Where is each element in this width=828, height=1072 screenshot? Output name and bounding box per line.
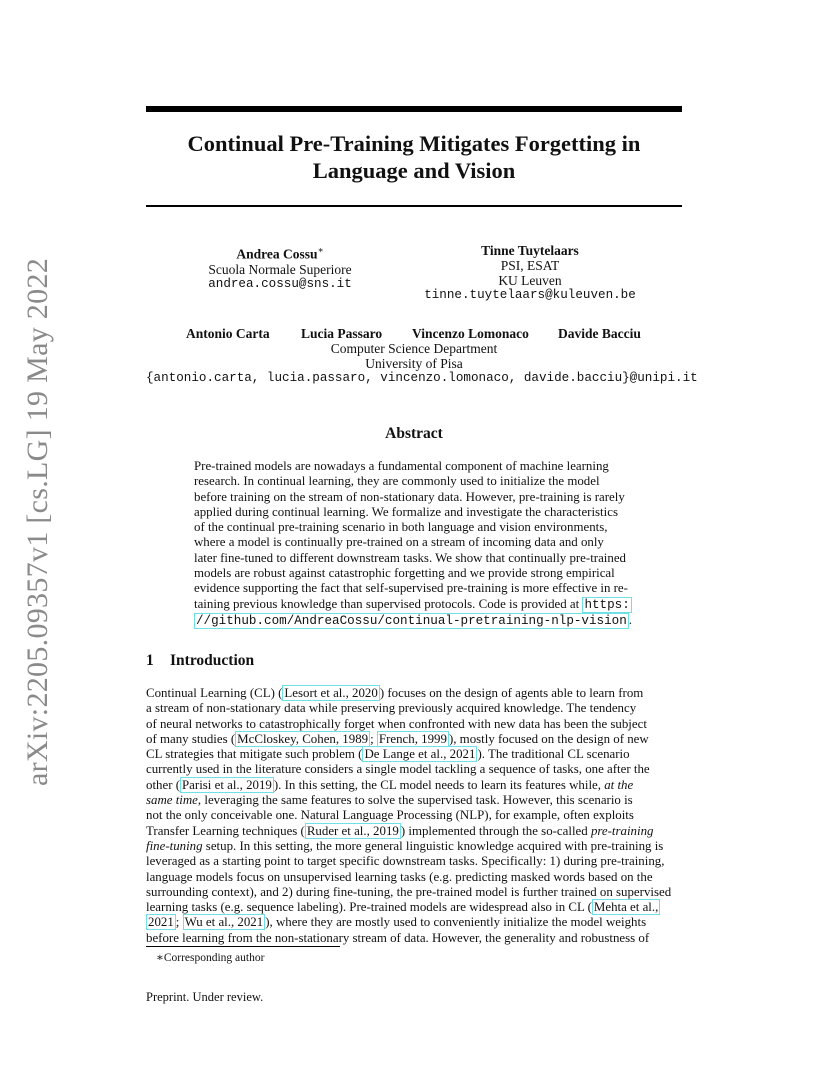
abstract-line: Pre-trained models are nowadays a fundamental component of machine learning xyxy=(194,459,609,473)
abstract-line: research. In continual learning, they are commonly used to initialize the model xyxy=(194,474,600,489)
italic-run: at the xyxy=(604,777,634,792)
group-university: University of Pisa xyxy=(365,356,463,371)
text-line: language models focus on unsupervised learning tasks (e.g. predicting masked words based on the xyxy=(146,869,653,884)
text-run: ) focuses on the design of agents able to learn from xyxy=(379,686,644,700)
abstract-line: taining previous knowledge than supervised protocols. Code is provided at xyxy=(194,596,583,611)
footnote: ∗Corresponding author xyxy=(156,952,265,964)
author-affiliation: PSI, ESAT xyxy=(500,258,560,273)
section-title: Introduction xyxy=(170,652,255,669)
arxiv-identifier: arXiv:2205.09357v1 [cs.LG] 19 May 2022 xyxy=(21,258,54,786)
citation-link[interactable]: Lesort et al., 2020 xyxy=(284,686,378,700)
text-run: ). The traditional CL scenario xyxy=(477,747,630,762)
text-line: before learning from the non-stationary stream of data. However, the generality and robustness of xyxy=(146,930,650,945)
author-name: Tinne Tuytelaars xyxy=(481,243,579,258)
abstract-period: . xyxy=(628,612,633,627)
text-line: of neural networks to catastrophically forget when confronted with new data has been the subject xyxy=(146,716,647,731)
author-name: Lucia Passaro xyxy=(301,326,383,341)
code-link-continued[interactable]: //github.com/AndreaCossu/continual-pretraining-nlp-vision xyxy=(196,613,627,628)
author-email: andrea.cossu@sns.it xyxy=(208,276,352,291)
text-line: surrounding context), and 2) during fine-tuning, the pre-trained model is further trained on supervised xyxy=(146,884,672,899)
title-line-2: Language and Vision xyxy=(312,158,516,183)
text-run: learning tasks (e.g. sequence labeling). Pre-trained models are widespread also in CL ( xyxy=(146,900,592,915)
italic-run: fine-tuning xyxy=(146,838,203,853)
author-footnote-mark: ∗ xyxy=(317,245,324,255)
text-run: ), where they are mostly used to conveniently initialize the model weights xyxy=(265,915,647,930)
text-run: Continual Learning (CL) ( xyxy=(146,686,283,700)
text-run: other ( xyxy=(146,777,181,792)
italic-run: pre-training xyxy=(590,823,654,838)
text-run: ). In this setting, the CL model needs to learn its features while, xyxy=(273,777,605,792)
abstract-line: where a model is continually pre-trained on a stream of incoming data and only xyxy=(194,535,604,550)
abstract-line: before training on the stream of non-stationary data. However, pre-training is rarely xyxy=(194,489,625,504)
italic-run: same time xyxy=(146,793,198,808)
citation-link[interactable]: Mehta et al., xyxy=(593,900,659,915)
introduction-text xyxy=(146,686,682,946)
author-block-1 xyxy=(190,243,370,292)
text-run: of many studies ( xyxy=(146,731,236,746)
footnote-rule xyxy=(146,946,340,947)
text-run: ; xyxy=(370,731,377,746)
author-name: Andrea Cossu xyxy=(236,246,318,262)
author-email: tinne.tuytelaars@kuleuven.be xyxy=(424,288,636,302)
text-run: ) implemented through the so-called xyxy=(400,823,591,838)
author-name: Davide Bacciu xyxy=(558,326,641,341)
citation-link[interactable]: Ruder et al., 2019 xyxy=(306,823,399,838)
citation-link[interactable]: 2021 xyxy=(148,915,174,930)
text-run: CL strategies that mitigate such problem ( xyxy=(146,747,363,762)
abstract-line: of the continual pre-training scenario in both language and vision environments, xyxy=(194,520,608,535)
group-email: {antonio.carta, lucia.passaro, vincenzo.lomonaco, davide.bacciu}@unipi.it xyxy=(146,371,698,385)
citation-link[interactable]: Parisi et al., 2019 xyxy=(182,777,272,792)
citation-link[interactable]: Wu et al., 2021 xyxy=(184,915,264,930)
citation-link[interactable]: McCloskey, Cohen, 1989 xyxy=(237,731,369,746)
text-line: currently used in the literature considers a single model tackling a sequence of tasks, one after the xyxy=(146,762,650,777)
abstract-line: later fine-tuned to different downstream tasks. We show that continually pre-trained xyxy=(194,550,626,565)
abstract-line: evidence supporting the fact that self-supervised pre-training is more effective in re- xyxy=(194,581,628,596)
author-group xyxy=(146,326,698,386)
citation-link[interactable]: French, 1999 xyxy=(378,731,447,746)
text-run: , leveraging the same features to solve the supervised task. However, this scenario is xyxy=(197,793,633,808)
citation-link[interactable]: De Lange et al., 2021 xyxy=(364,747,476,762)
abstract-line: models are robust against catastrophic forgetting and we provide strong empirical xyxy=(194,566,615,581)
text-run: ; xyxy=(175,915,183,930)
preprint-notice: Preprint. Under review. xyxy=(146,990,264,1004)
text-run: Transfer Learning techniques ( xyxy=(146,823,305,838)
title-line-1: Continual Pre-Training Mitigates Forgetting in xyxy=(187,131,641,156)
text-line: a stream of non-stationary data while preserving previously acquired knowledge. The tendency xyxy=(146,701,637,716)
paper-title xyxy=(146,130,682,184)
code-link[interactable]: https: xyxy=(584,597,630,612)
author-block-2 xyxy=(410,243,650,303)
title-bottom-rule xyxy=(146,205,682,207)
author-name: Antonio Carta xyxy=(186,326,270,341)
author-name: Vincenzo Lomonaco xyxy=(412,326,529,341)
author-affiliation: Scuola Normale Superiore xyxy=(208,261,352,277)
section-number: 1 xyxy=(146,652,154,669)
group-department: Computer Science Department xyxy=(330,341,498,356)
text-run: setup. In this setting, the more general linguistic knowledge acquired with pre-training is xyxy=(202,838,664,853)
text-run: ), mostly focused on the design of new xyxy=(448,731,649,746)
section-heading xyxy=(146,652,254,670)
title-top-rule xyxy=(146,106,682,112)
abstract-heading: Abstract xyxy=(385,425,443,442)
author-affiliation: KU Leuven xyxy=(498,273,562,288)
text-line: leveraged as a starting point to target specific downstream tasks. Specifically: 1) during pre-training, xyxy=(146,854,665,869)
abstract-text xyxy=(194,459,634,629)
text-line: not the only conceivable one. Natural Language Processing (NLP), for example, often exploits xyxy=(146,808,634,823)
abstract-line: applied during continual learning. We formalize and investigate the characteristics xyxy=(194,504,618,519)
